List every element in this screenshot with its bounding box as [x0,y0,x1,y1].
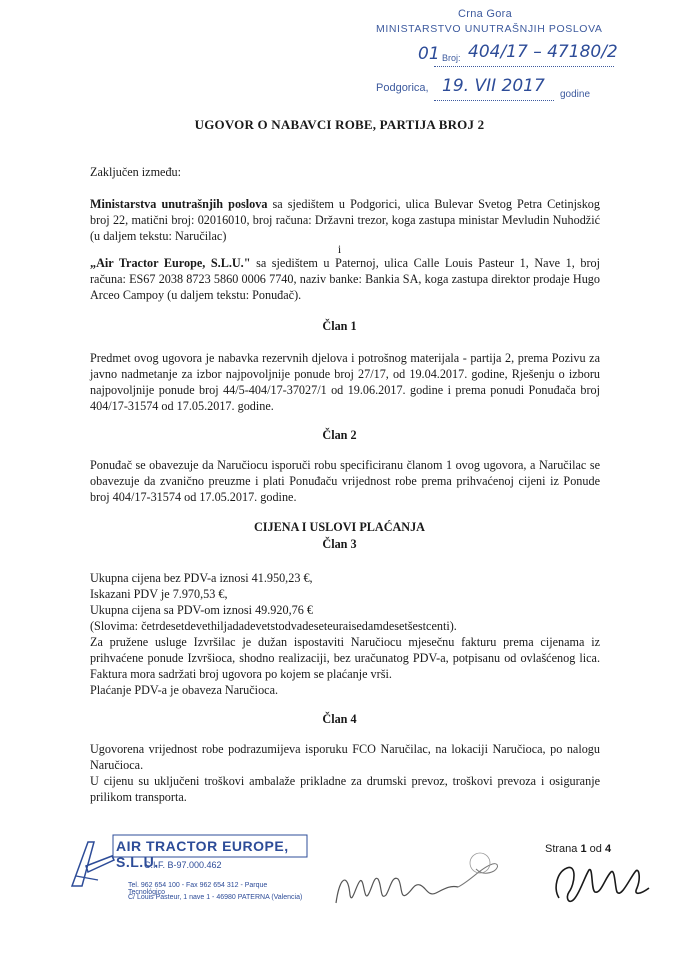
intro-text: Zaključen između: [90,165,182,179]
signature-ministry-icon [545,858,655,910]
clan-4-delivery: Ugovorena vrijednost robe podrazumijeva isporuku FCO Naručilac, na lokaciji Naručioca, po nalogu Naručioca. [90,742,600,772]
party-2-name: „Air Tractor Europe, S.L.U." [90,256,251,270]
registry-stamp [370,6,670,106]
stamp-godine: godine [560,89,591,100]
clan-3-vat-obligation: Plaćanje PDV-a je obaveza Naručioca. [90,683,279,697]
company-stamp [96,838,306,918]
clan-1-text: Predmet ovog ugovora je nabavka rezervnih djelova i potrošnog materijala - partija 2, prema Pozivu za javno nadmetanje za izbor najpovoljnije ponude broj 27/17, od 19.04.2017. godine, Rješenju o izboru najpovoljnije ponude broj 44/5-404/17-37027/1 od 19.06.2017. godine i prema ponudi Ponuđača broj 404/17-31574 od 17.05.2017. godine. [90,351,600,413]
stamp-phone: Tel. 962 654 100 - Fax 962 654 312 - Parque Tecnológico [128,882,268,896]
stamp-country: Crna Gora [458,8,513,20]
party-2 [90,255,600,303]
page-total: 4 [604,843,612,855]
party-1-name: Ministarstva unutrašnjih poslova [90,197,268,211]
page-number [545,843,611,855]
clan-2-text: Ponuđač se obavezuje da Naručiocu isporuči robu specificiranu članom 1 ovog ugovora, a Naručilac se obavezuje da zvanično preuzme i plati Ponuđaču vrijednost robe prema prihvaćenoj cijeni iz Ponude broj 404/17-31574 od 17.05.2017. godine. [90,458,600,504]
clan-3-vat: Iskazani PDV je 7.970,53 €, [90,587,228,601]
conjunction: i [337,242,342,256]
clan-1-heading: Član 1 [322,319,357,333]
document-title: UGOVOR O NABAVCI ROBE, PARTIJA BROJ 2 [194,117,485,132]
clan-4-heading: Član 4 [322,712,357,726]
page-of: od [586,843,605,855]
stamp-cif: C.I.F. B-97.000.462 [144,860,222,870]
stamp-place: Podgorica, [376,82,429,94]
signature-supplier-icon [330,845,510,915]
party-2-details: sa sjedištem u Paternoj, ulica Calle Louis Pasteur 1, Nave 1, broj računa: ES67 2038 8723 5860 0006 7740, naziv banke: Bankia SA, koga zastupa direktor prodaje Hugo Arceo Campoy (u daljem tekstu: Ponuđač). [90,256,600,302]
stamp-company-name: AIR TRACTOR EUROPE, S.L.U. [116,838,289,870]
clan-3-price-net: Ukupna cijena bez PDV-a iznosi 41.950,23 €, [90,571,313,585]
stamp-ministry: MINISTARSTVO UNUTRAŠNJIH POSLOVA [376,23,603,35]
section-heading: CIJENA I USLOVI PLAĆANJA [254,520,425,534]
party-1-details: sa sjedištem u Podgorici, ulica Bulevar Svetog Petra Cetinjskog broj 22, matični broj: 02016010, broj računa: Državni trezor, koga zastupa ministar Mevludin Nuhodžić (u daljem tekstu: Naručilac) [90,197,600,243]
stamp-underline [434,66,614,67]
clan-3-in-words: (Slovima: četrdesetdevethiljadadevetstodvadeseteuraisedamdesetšestcenti). [90,619,457,633]
clan-3-price-gross: Ukupna cijena sa PDV-om iznosi 49.920,76 € [90,603,313,617]
party-1 [90,196,600,244]
stamp-address: C/ Louis Pasteur, 1 nave 1 - 46980 PATERNA (Valencia) [128,894,303,901]
clan-2-heading: Član 2 [322,428,357,442]
airplane-logo-icon [68,836,116,892]
stamp-broj-value: 404/17 – 47180/2 [468,42,618,62]
stamp-date: 19. VII 2017 [442,76,545,96]
clan-4-costs: U cijenu su uključeni troškovi ambalaže prikladne za drumski prevoz, troškovi prevoza i osiguranje prilikom transporta. [90,774,600,804]
stamp-underline-date [434,100,554,101]
page-label: Strana [545,843,581,855]
stamp-broj-label: Broj: [442,53,461,63]
clan-3-invoice-text: Za pružene usluge Izvršilac je dužan ispostaviti Naručiocu mjesečnu fakturu prema cijenama iz prihvaćene ponude Izvršioca, shodno realizaciji, bez uračunatog PDV-a, potpisanu od ovlašćenog lica. Faktura mora sadržati broj ugovora po kojem se plaćanje vrši. [90,635,600,681]
page-current: 1 [580,843,587,855]
clan-3-heading: Član 3 [322,537,357,551]
stamp-org-unit: 01 [418,44,440,64]
